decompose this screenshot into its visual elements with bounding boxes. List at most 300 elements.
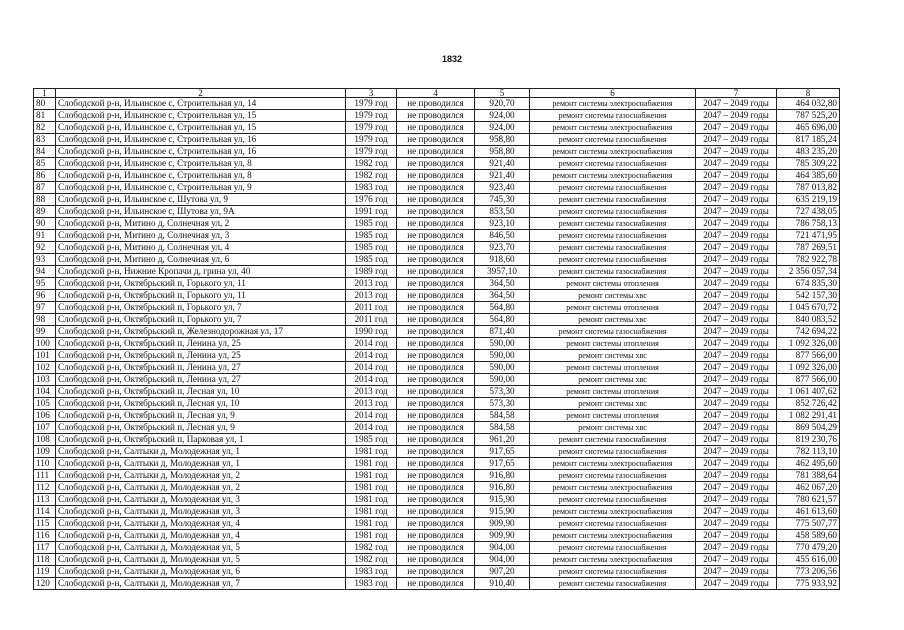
area-cell: 923,40 [475,182,530,194]
cost-cell: 787 269,51 [777,242,840,254]
table-row [34,350,840,362]
table-row [34,242,840,254]
row-number-cell: 83 [34,134,56,146]
year-built-cell: 2013 год [346,290,397,302]
year-built-cell: 1985 год [346,230,397,242]
table-row [34,158,840,170]
planned-period-cell: 2047 – 2049 годы [696,494,777,506]
year-built-cell: 2014 год [346,338,397,350]
work-type-cell: ремонт системы газоснабжения [530,134,696,146]
address-cell: Слободской р-н, Октябрьский п, Горького ул, 7 [56,302,346,314]
page-number: 1832 [441,54,463,64]
address-cell: Слободской р-н, Ильинское с, Строительная ул, 15 [56,122,346,134]
year-built-cell: 1982 год [346,170,397,182]
area-cell: 853,50 [475,206,530,218]
address-cell: Слободской р-н, Ильинское с, Строительная ул, 16 [56,134,346,146]
cost-cell: 461 613,60 [777,506,840,518]
address-cell: Слободской р-н, Октябрьский п, Лесная ул, 9 [56,410,346,422]
year-built-cell: 1985 год [346,218,397,230]
table-row [34,494,840,506]
planned-period-cell: 2047 – 2049 годы [696,374,777,386]
cost-cell: 785 309,22 [777,158,840,170]
work-type-cell: ремонт системы газоснабжения [530,326,696,338]
work-type-cell: ремонт системы газоснабжения [530,578,696,590]
work-type-cell: ремонт системы отопления [530,338,696,350]
year-built-cell: 1985 год [346,434,397,446]
work-type-cell: ремонт системы хвс [530,314,696,326]
planned-period-cell: 2047 – 2049 годы [696,122,777,134]
planned-period-cell: 2047 – 2049 годы [696,506,777,518]
row-number-cell: 90 [34,218,56,230]
row-number-cell: 97 [34,302,56,314]
planned-period-cell: 2047 – 2049 годы [696,98,777,110]
last-repair-status-cell: не проводился [397,386,475,398]
planned-period-cell: 2047 – 2049 годы [696,110,777,122]
work-type-cell: ремонт системы газоснабжения [530,182,696,194]
column-number-cell: 2 [56,89,346,98]
address-cell: Слободской р-н, Октябрьский п, Горького ул, 7 [56,314,346,326]
area-cell: 584,58 [475,422,530,434]
table-row [34,410,840,422]
column-number-cell: 8 [777,89,840,98]
row-number-cell: 95 [34,278,56,290]
work-type-cell: ремонт системы хвс [530,290,696,302]
year-built-cell: 1982 год [346,542,397,554]
year-built-cell: 2014 год [346,422,397,434]
last-repair-status-cell: не проводился [397,338,475,350]
last-repair-status-cell: не проводился [397,422,475,434]
cost-cell: 775 933,92 [777,578,840,590]
work-type-cell: ремонт системы хвс [530,422,696,434]
table-row [34,506,840,518]
row-number-cell: 87 [34,182,56,194]
last-repair-status-cell: не проводился [397,506,475,518]
row-number-cell: 98 [34,314,56,326]
cost-cell: 721 471,95 [777,230,840,242]
year-built-cell: 1981 год [346,446,397,458]
year-built-cell: 1979 год [346,98,397,110]
cost-cell: 773 206,56 [777,566,840,578]
cost-cell: 869 504,29 [777,422,840,434]
address-cell: Слободской р-н, Октябрьский п, Лесная ул, 10 [56,386,346,398]
cost-cell: 462 495,60 [777,458,840,470]
row-number-cell: 93 [34,254,56,266]
planned-period-cell: 2047 – 2049 годы [696,518,777,530]
table-row [34,578,840,590]
work-type-cell: ремонт системы газоснабжения [530,206,696,218]
address-cell: Слободской р-н, Ильинское с, Строительная ул, 9 [56,182,346,194]
row-number-cell: 99 [34,326,56,338]
cost-cell: 770 479,20 [777,542,840,554]
area-cell: 923,70 [475,242,530,254]
year-built-cell: 1979 год [346,134,397,146]
area-cell: 958,80 [475,146,530,158]
address-cell: Слободской р-н, Салтыки д, Молодежная ул, 2 [56,482,346,494]
area-cell: 915,90 [475,506,530,518]
planned-period-cell: 2047 – 2049 годы [696,182,777,194]
row-number-cell: 108 [34,434,56,446]
table-row [34,458,840,470]
last-repair-status-cell: не проводился [397,530,475,542]
row-number-cell: 101 [34,350,56,362]
area-cell: 364,50 [475,290,530,302]
year-built-cell: 1981 год [346,482,397,494]
last-repair-status-cell: не проводился [397,554,475,566]
table-row [34,386,840,398]
year-built-cell: 1979 год [346,146,397,158]
work-type-cell: ремонт системы газоснабжения [530,254,696,266]
address-cell: Слободской р-н, Салтыки д, Молодежная ул, 5 [56,554,346,566]
address-cell: Слободской р-н, Салтыки д, Молодежная ул, 6 [56,566,346,578]
cost-cell: 742 694,22 [777,326,840,338]
column-number-cell: 6 [530,89,696,98]
row-number-cell: 112 [34,482,56,494]
year-built-cell: 2013 год [346,278,397,290]
address-cell: Слободской р-н, Митино д, Солнечная ул, 2 [56,218,346,230]
cost-cell: 782 113,10 [777,446,840,458]
area-cell: 921,40 [475,170,530,182]
work-type-cell: ремонт системы отопления [530,386,696,398]
planned-period-cell: 2047 – 2049 годы [696,554,777,566]
address-cell: Слободской р-н, Ильинское с, Шутова ул, 9 [56,194,346,206]
year-built-cell: 1985 год [346,254,397,266]
table-row [34,362,840,374]
row-number-cell: 104 [34,386,56,398]
table-row [34,542,840,554]
area-cell: 3957,10 [475,266,530,278]
year-built-cell: 2011 год [346,314,397,326]
table-row [34,110,840,122]
row-number-cell: 111 [34,470,56,482]
address-cell: Слободской р-н, Нижние Кропачи д, грина ул, 40 [56,266,346,278]
year-built-cell: 1991 год [346,206,397,218]
cost-cell: 782 922,78 [777,254,840,266]
address-cell: Слободской р-н, Салтыки д, Молодежная ул, 1 [56,446,346,458]
area-cell: 961,20 [475,434,530,446]
row-number-cell: 107 [34,422,56,434]
address-cell: Слободской р-н, Митино д, Солнечная ул, 6 [56,254,346,266]
last-repair-status-cell: не проводился [397,578,475,590]
table-row [34,122,840,134]
planned-period-cell: 2047 – 2049 годы [696,398,777,410]
last-repair-status-cell: не проводился [397,242,475,254]
planned-period-cell: 2047 – 2049 годы [696,254,777,266]
cost-cell: 787 013,82 [777,182,840,194]
cost-cell: 819 230,76 [777,434,840,446]
last-repair-status-cell: не проводился [397,566,475,578]
last-repair-status-cell: не проводился [397,350,475,362]
last-repair-status-cell: не проводился [397,182,475,194]
area-cell: 917,65 [475,446,530,458]
work-type-cell: ремонт системы газоснабжения [530,158,696,170]
row-number-cell: 92 [34,242,56,254]
planned-period-cell: 2047 – 2049 годы [696,410,777,422]
table-row [34,470,840,482]
area-cell: 916,80 [475,470,530,482]
area-cell: 909,90 [475,518,530,530]
row-number-cell: 117 [34,542,56,554]
last-repair-status-cell: не проводился [397,494,475,506]
address-cell: Слободской р-н, Салтыки д, Молодежная ул, 5 [56,542,346,554]
cost-cell: 635 219,19 [777,194,840,206]
table-row [34,302,840,314]
row-number-cell: 105 [34,398,56,410]
planned-period-cell: 2047 – 2049 годы [696,290,777,302]
work-type-cell: ремонт системы газоснабжения [530,230,696,242]
work-type-cell: ремонт системы электроснабжения [530,530,696,542]
last-repair-status-cell: не проводился [397,446,475,458]
planned-period-cell: 2047 – 2049 годы [696,218,777,230]
last-repair-status-cell: не проводился [397,266,475,278]
cost-cell: 464 032,80 [777,98,840,110]
planned-period-cell: 2047 – 2049 годы [696,242,777,254]
planned-period-cell: 2047 – 2049 годы [696,326,777,338]
last-repair-status-cell: не проводился [397,458,475,470]
work-type-cell: ремонт системы хвс [530,374,696,386]
planned-period-cell: 2047 – 2049 годы [696,470,777,482]
table-row [34,230,840,242]
year-built-cell: 1979 год [346,122,397,134]
work-type-cell: ремонт системы газоснабжения [530,110,696,122]
row-number-cell: 110 [34,458,56,470]
last-repair-status-cell: не проводился [397,302,475,314]
address-cell: Слободской р-н, Ильинское с, Строительная ул, 14 [56,98,346,110]
year-built-cell: 1981 год [346,494,397,506]
year-built-cell: 2013 год [346,398,397,410]
planned-period-cell: 2047 – 2049 годы [696,194,777,206]
year-built-cell: 1979 год [346,110,397,122]
table-row [34,254,840,266]
last-repair-status-cell: не проводился [397,206,475,218]
area-cell: 364,50 [475,278,530,290]
planned-period-cell: 2047 – 2049 годы [696,302,777,314]
work-type-cell: ремонт системы газоснабжения [530,266,696,278]
year-built-cell: 1985 год [346,242,397,254]
area-cell: 590,00 [475,350,530,362]
work-type-cell: ремонт системы отопления [530,278,696,290]
planned-period-cell: 2047 – 2049 годы [696,278,777,290]
year-built-cell: 2011 год [346,302,397,314]
year-built-cell: 1989 год [346,266,397,278]
planned-period-cell: 2047 – 2049 годы [696,446,777,458]
work-type-cell: ремонт системы газоснабжения [530,218,696,230]
year-built-cell: 1981 год [346,518,397,530]
address-cell: Слободской р-н, Октябрьский п, Ленина ул, 27 [56,362,346,374]
row-number-cell: 102 [34,362,56,374]
cost-cell: 780 621,57 [777,494,840,506]
address-cell: Слободской р-н, Ильинское с, Строительная ул, 15 [56,110,346,122]
cost-cell: 458 589,60 [777,530,840,542]
column-number-cell: 3 [346,89,397,98]
cost-cell: 1 082 291,41 [777,410,840,422]
last-repair-status-cell: не проводился [397,314,475,326]
table-row [34,398,840,410]
cost-cell: 1 061 407,62 [777,386,840,398]
table-row [34,422,840,434]
planned-period-cell: 2047 – 2049 годы [696,578,777,590]
planned-period-cell: 2047 – 2049 годы [696,530,777,542]
year-built-cell: 1983 год [346,578,397,590]
last-repair-status-cell: не проводился [397,110,475,122]
address-cell: Слободской р-н, Ильинское с, Строительная ул, 16 [56,146,346,158]
row-number-cell: 84 [34,146,56,158]
area-cell: 590,00 [475,338,530,350]
work-type-cell: ремонт системы газоснабжения [530,194,696,206]
last-repair-status-cell: не проводился [397,518,475,530]
address-cell: Слободской р-н, Салтыки д, Молодежная ул, 3 [56,494,346,506]
cost-cell: 817 185,24 [777,134,840,146]
area-cell: 923,10 [475,218,530,230]
work-type-cell: ремонт системы электроснабжения [530,146,696,158]
planned-period-cell: 2047 – 2049 годы [696,146,777,158]
planned-period-cell: 2047 – 2049 годы [696,386,777,398]
area-cell: 910,40 [475,578,530,590]
work-type-cell: ремонт системы электроснабжения [530,458,696,470]
column-number-cell: 7 [696,89,777,98]
cost-cell: 674 835,30 [777,278,840,290]
planned-period-cell: 2047 – 2049 годы [696,422,777,434]
planned-period-cell: 2047 – 2049 годы [696,230,777,242]
last-repair-status-cell: не проводился [397,326,475,338]
planned-period-cell: 2047 – 2049 годы [696,542,777,554]
table-row [34,326,840,338]
area-cell: 846,50 [475,230,530,242]
row-number-cell: 91 [34,230,56,242]
area-cell: 916,80 [475,482,530,494]
year-built-cell: 1976 год [346,194,397,206]
address-cell: Слободской р-н, Октябрьский п, Парковая ул, 1 [56,434,346,446]
cost-cell: 1 045 670,72 [777,302,840,314]
work-type-cell: ремонт системы газоснабжения [530,446,696,458]
work-type-cell: ремонт системы хвс [530,350,696,362]
row-number-cell: 118 [34,554,56,566]
work-type-cell: ремонт системы отопления [530,362,696,374]
address-cell: Слободской р-н, Митино д, Солнечная ул, 3 [56,230,346,242]
last-repair-status-cell: не проводился [397,170,475,182]
last-repair-status-cell: не проводился [397,218,475,230]
table-row [34,482,840,494]
table-row [34,194,840,206]
work-type-cell: ремонт системы хвс [530,398,696,410]
table-row [34,98,840,110]
row-number-cell: 80 [34,98,56,110]
last-repair-status-cell: не проводился [397,410,475,422]
table-row [34,434,840,446]
last-repair-status-cell: не проводился [397,362,475,374]
row-number-cell: 94 [34,266,56,278]
planned-period-cell: 2047 – 2049 годы [696,158,777,170]
cost-cell: 781 388,64 [777,470,840,482]
work-type-cell: ремонт системы газоснабжения [530,542,696,554]
table-row [34,206,840,218]
cost-cell: 465 696,00 [777,122,840,134]
area-cell: 915,90 [475,494,530,506]
address-cell: Слободской р-н, Салтыки д, Молодежная ул, 4 [56,530,346,542]
area-cell: 573,30 [475,386,530,398]
work-type-cell: ремонт системы газоснабжения [530,434,696,446]
address-cell: Слободской р-н, Ильинское с, Строительная ул, 8 [56,158,346,170]
cost-cell: 786 758,13 [777,218,840,230]
area-cell: 918,60 [475,254,530,266]
column-number-cell: 1 [34,89,56,98]
row-number-cell: 103 [34,374,56,386]
area-cell: 958,80 [475,134,530,146]
table-row [34,566,840,578]
cost-cell: 542 157,30 [777,290,840,302]
address-cell: Слободской р-н, Октябрьский п, Лесная ул, 9 [56,422,346,434]
table-row [34,218,840,230]
last-repair-status-cell: не проводился [397,278,475,290]
work-type-cell: ремонт системы электроснабжения [530,482,696,494]
table-row [34,182,840,194]
last-repair-status-cell: не проводился [397,134,475,146]
last-repair-status-cell: не проводился [397,230,475,242]
work-type-cell: ремонт системы газоснабжения [530,566,696,578]
column-number-header-row [34,89,840,98]
cost-cell: 727 438,05 [777,206,840,218]
area-cell: 920,70 [475,98,530,110]
area-cell: 590,00 [475,362,530,374]
address-cell: Слободской р-н, Октябрьский п, Железнодорожная ул, 17 [56,326,346,338]
repair-schedule-table [33,88,840,590]
cost-cell: 2 356 057,34 [777,266,840,278]
work-type-cell: ремонт системы электроснабжения [530,122,696,134]
work-type-cell: ремонт системы газоснабжения [530,494,696,506]
last-repair-status-cell: не проводился [397,482,475,494]
cost-cell: 483 235,20 [777,146,840,158]
table-row [34,554,840,566]
cost-cell: 775 507,77 [777,518,840,530]
row-number-cell: 81 [34,110,56,122]
cost-cell: 840 083,52 [777,314,840,326]
row-number-cell: 106 [34,410,56,422]
address-cell: Слободской р-н, Ильинское с, Строительная ул, 8 [56,170,346,182]
column-number-cell: 4 [397,89,475,98]
year-built-cell: 1983 год [346,566,397,578]
area-cell: 909,90 [475,530,530,542]
row-number-cell: 119 [34,566,56,578]
cost-cell: 464 385,60 [777,170,840,182]
address-cell: Слободской р-н, Ильинское с, Шутова ул, 9А [56,206,346,218]
table-row [34,146,840,158]
address-cell: Слободской р-н, Салтыки д, Молодежная ул, 1 [56,458,346,470]
area-cell: 904,00 [475,554,530,566]
address-cell: Слободской р-н, Митино д, Солнечная ул, 4 [56,242,346,254]
cost-cell: 877 566,00 [777,350,840,362]
planned-period-cell: 2047 – 2049 годы [696,434,777,446]
row-number-cell: 109 [34,446,56,458]
work-type-cell: ремонт системы отопления [530,302,696,314]
work-type-cell: ремонт системы электроснабжения [530,554,696,566]
year-built-cell: 1981 год [346,530,397,542]
address-cell: Слободской р-н, Октябрьский п, Горького ул, 11 [56,290,346,302]
area-cell: 590,00 [475,374,530,386]
year-built-cell: 1983 год [346,182,397,194]
table-row [34,374,840,386]
table-row [34,278,840,290]
year-built-cell: 1982 год [346,554,397,566]
last-repair-status-cell: не проводился [397,290,475,302]
last-repair-status-cell: не проводился [397,254,475,266]
area-cell: 907,20 [475,566,530,578]
row-number-cell: 85 [34,158,56,170]
table-row [34,290,840,302]
last-repair-status-cell: не проводился [397,434,475,446]
address-cell: Слободской р-н, Салтыки д, Молодежная ул, 4 [56,518,346,530]
work-type-cell: ремонт системы электроснабжения [530,170,696,182]
row-number-cell: 82 [34,122,56,134]
planned-period-cell: 2047 – 2049 годы [696,566,777,578]
